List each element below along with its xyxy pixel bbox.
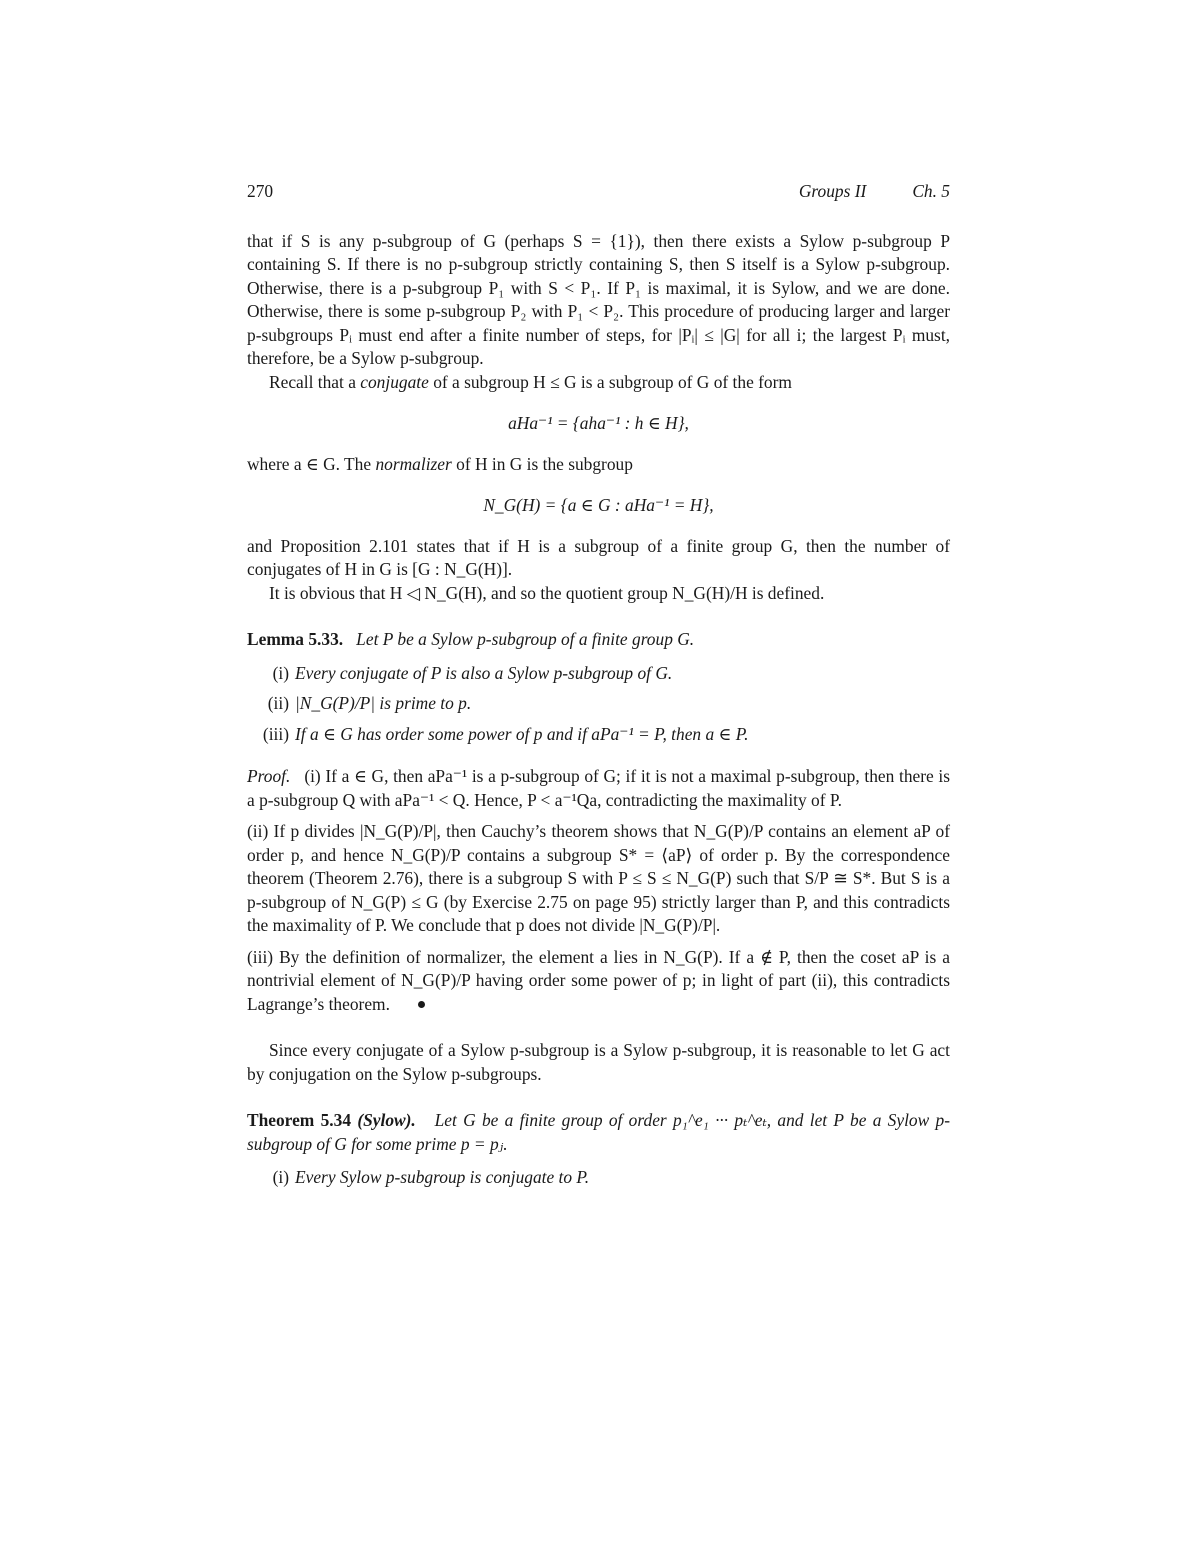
text: Recall that a: [269, 371, 361, 392]
chapter-title: Groups II: [798, 181, 867, 201]
text: where a ∈ G. The: [247, 453, 376, 474]
proof-text: (iii) By the definition of normalizer, the element a lies in N_G(P). If a ∉ P, then the coset aP is a nontrivial element of N_G(P)/P having order some power of p; in light of part (ii), this contradicts Lagrange’s theorem.: [247, 946, 950, 1014]
item-label: (iii): [262, 723, 289, 744]
item-text: |N_G(P)/P| is prime to p.: [295, 693, 472, 713]
theorem-statement: [247, 1109, 950, 1156]
lemma-item: [247, 723, 950, 747]
item-label: (i): [272, 1167, 289, 1187]
display-equation-conjugate: aHa⁻¹ = {aha⁻¹ : h ∈ H},: [508, 413, 689, 433]
chapter-label: Ch. 5: [912, 181, 950, 201]
lemma-statement: [247, 628, 950, 652]
qed-bullet-icon: [418, 1001, 425, 1008]
display-equation-normalizer: N_G(H) = {a ∈ G : aHa⁻¹ = H},: [483, 495, 714, 515]
lemma-item: [247, 692, 950, 716]
proof-part-ii: (ii) If p divides |N_G(P)/P|, then Cauchy’s theorem shows that N_G(P)/P contains an element aP of order p, and hence N_G(P)/P contains a subgroup S* = ⟨aP⟩ of order p. By the correspondence theorem (Theorem 2.76), there is a subgroup S with P ≤ S ≤ N_G(P) such that S/P ≅ S*. But S is a p-subgroup of N_G(P) ≤ G (by Exercise 2.75 on page 95) strictly larger than P, and this contradicts the maximality of P. We conclude that p does not divide |N_G(P)/P|.: [247, 821, 950, 935]
proof-text: (i) If a ∈ G, then aPa⁻¹ is a p-subgroup of G; if it is not a maximal p-subgroup, then there is a p-subgroup Q with aPa⁻¹ < Q. Hence, P < a⁻¹Qa, contradicting the maximality of P.: [247, 766, 950, 810]
paragraph-sylow-action: Since every conjugate of a Sylow p-subgroup is a Sylow p-subgroup, it is reasonable to let G act by conjugation on the Sylow p-subgroups.: [247, 1040, 950, 1084]
paragraph-continuation: that if S is any p-subgroup of G (perhaps S = {1}), then there exists a Sylow p-subgroup P containing S. If there is no p-subgroup strictly containing S, then S itself is a Sylow p-subgroup. Otherwise, there is a p-subgroup P₁ with S < P₁. If P₁ is maximal, it is Sylow, and we are done. Otherwise, there is some p-subgroup P₂ with P₁ < P₂. This procedure of producing larger and larger p-subgroups Pᵢ must end after a finite number of steps, for |Pᵢ| ≤ |G| for all i; the largest Pᵢ must, therefore, be a Sylow p-subgroup.: [247, 230, 950, 368]
lemma-items: [247, 662, 950, 747]
item-text: Every conjugate of P is also a Sylow p-subgroup of G.: [295, 662, 673, 683]
proof-label: Proof.: [247, 766, 291, 786]
lemma-item: [247, 662, 950, 686]
item-text: If a ∈ G has order some power of p and if aPa⁻¹ = P, then a ∈ P.: [295, 723, 749, 744]
running-header: [247, 180, 950, 204]
term-conjugate: conjugate: [360, 371, 429, 392]
term-normalizer: normalizer: [375, 453, 452, 474]
proof-part-i: [247, 765, 950, 812]
theorem-text: Let G be a finite group of order p₁^e₁ ··· pₜ^eₜ, and let P be a Sylow p-subgroup of G for some prime p = pⱼ.: [247, 1110, 950, 1154]
theorem-items: [247, 1166, 950, 1190]
paragraph-quotient: It is obvious that H ◁ N_G(H), and so the quotient group N_G(H)/H is defined.: [269, 582, 825, 603]
item-label: (ii): [267, 693, 289, 713]
page-number: 270: [247, 181, 274, 201]
paragraph-normalizer-definition: [247, 453, 950, 477]
theorem-name: (Sylow).: [357, 1110, 416, 1130]
paragraph-conjugate-definition: [247, 371, 950, 395]
theorem-heading: Theorem 5.34: [247, 1110, 352, 1130]
item-label: (i): [272, 662, 289, 683]
theorem-item: [247, 1166, 950, 1190]
paragraph-proposition: and Proposition 2.101 states that if H is a subgroup of a finite group G, then the number of conjugates of H in G is [G : N_G(H)].: [247, 535, 950, 579]
text: of a subgroup H ≤ G is a subgroup of G of the form: [428, 371, 792, 392]
lemma-text: Let P be a Sylow p-subgroup of a finite group G.: [356, 629, 695, 649]
lemma-heading: Lemma 5.33.: [247, 629, 344, 649]
proof-part-iii: [247, 946, 950, 1017]
text: of H in G is the subgroup: [451, 453, 633, 474]
header-right: [799, 180, 950, 204]
document-page: [247, 180, 950, 1197]
item-text: Every Sylow p-subgroup is conjugate to P.: [295, 1167, 590, 1187]
